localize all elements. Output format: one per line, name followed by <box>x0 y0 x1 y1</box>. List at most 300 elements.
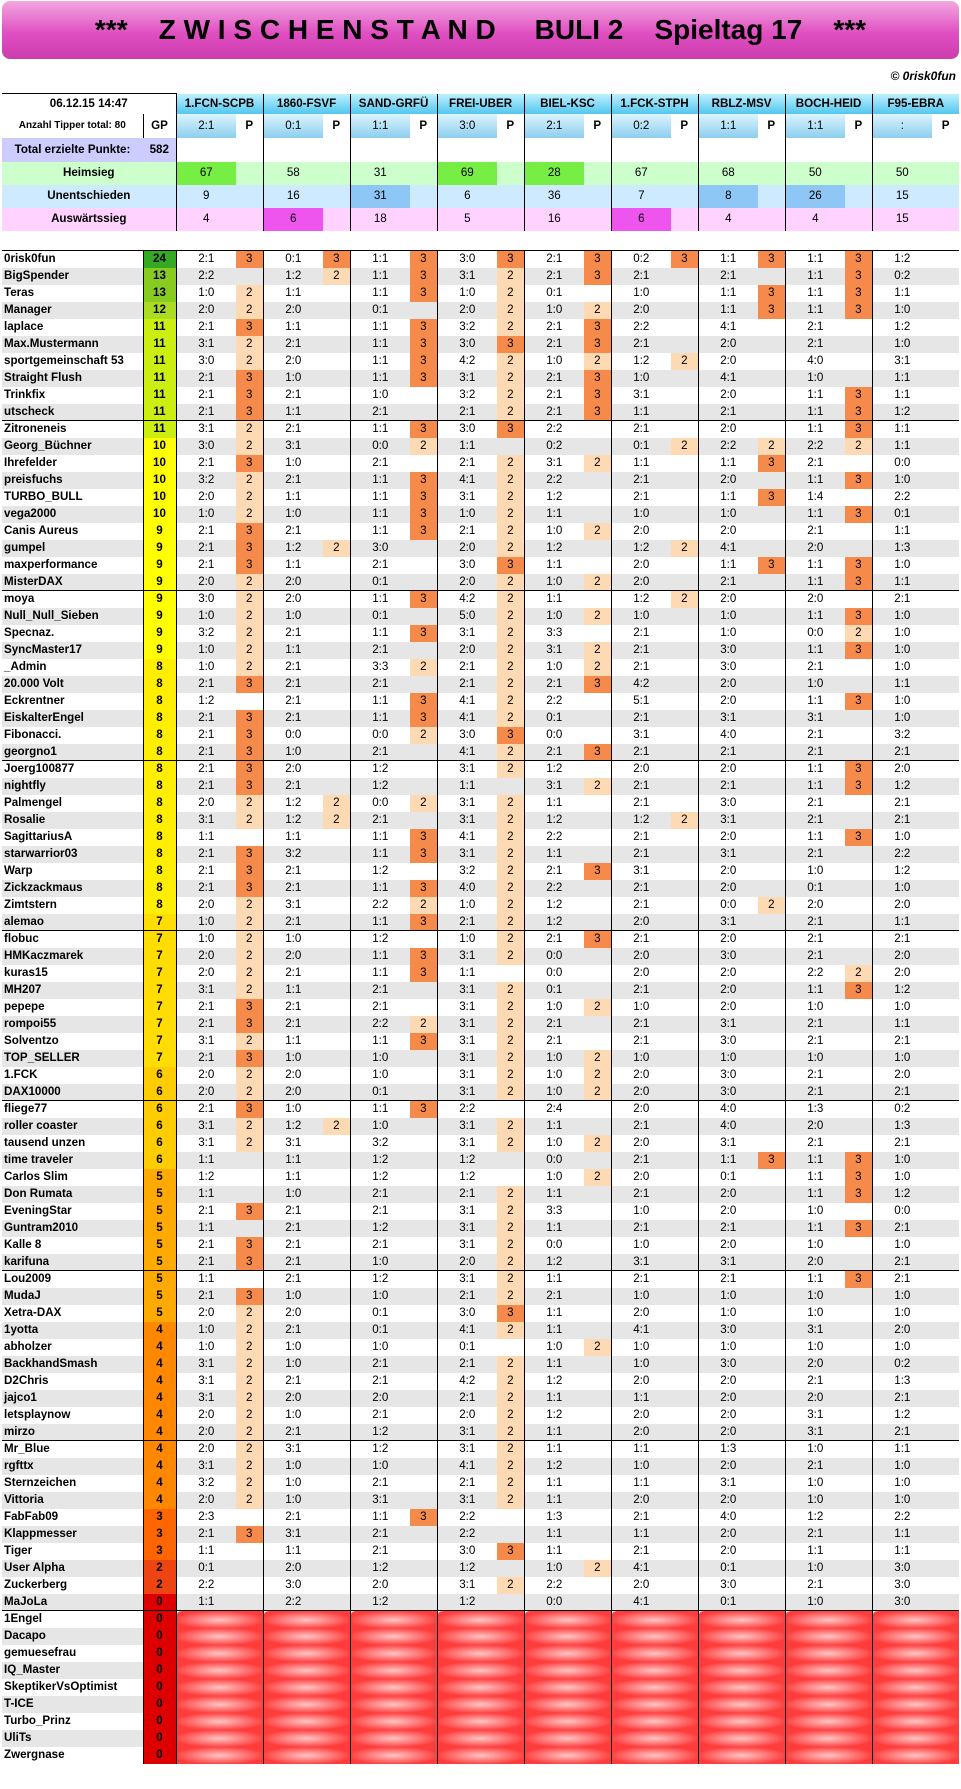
tip-points <box>932 693 959 710</box>
tip-points <box>758 965 785 982</box>
player-gp: 9 <box>143 591 176 608</box>
tip-points: 2 <box>497 1237 524 1254</box>
tip-cell: 2:1 <box>437 1288 497 1305</box>
tip-points: 3 <box>236 880 263 897</box>
player-gp: 10 <box>143 472 176 489</box>
player-name: Solventzo <box>4 1034 59 1047</box>
tip-cell: 2:1 <box>263 999 323 1016</box>
player-gp: 7 <box>143 1033 176 1050</box>
tip-points <box>410 1594 437 1611</box>
tip-points: 2 <box>497 897 524 914</box>
player-gp: 0 <box>143 1747 176 1764</box>
tip-points: 3 <box>410 268 437 285</box>
player-gp: 5 <box>143 1186 176 1203</box>
tip-points <box>497 1101 524 1118</box>
tip-cell: 2:1 <box>611 744 671 761</box>
tip-points <box>758 1084 785 1101</box>
tip-cell: 1:1 <box>350 336 410 353</box>
tip-cell: 1:2 <box>263 795 323 812</box>
tip-cell: 2:2 <box>263 1594 323 1611</box>
tip-points <box>323 421 350 438</box>
tip-points: 2 <box>497 982 524 999</box>
tip-points: 3 <box>584 336 611 353</box>
tip-cell: 1:0 <box>785 1339 845 1356</box>
tip-cell: 0:1 <box>611 438 671 455</box>
tip-cell: 2:1 <box>350 1526 410 1543</box>
player-name: TURBO_BULL <box>4 490 83 503</box>
player-name: Straight Flush <box>4 371 82 384</box>
tip-cell: 3:0 <box>437 557 497 574</box>
tip-cell: 2:1 <box>611 1543 671 1560</box>
tip-cell: 1:2 <box>524 812 584 829</box>
tip-points: 2 <box>497 540 524 557</box>
tip-cell: 2:1 <box>198 1017 215 1030</box>
tip-points <box>758 1475 785 1492</box>
tip-points <box>845 846 872 863</box>
tip-points <box>671 574 698 591</box>
tip-cell: 2:1 <box>198 864 215 877</box>
tip-points <box>932 914 959 931</box>
tip-cell: 2:0 <box>198 1424 215 1438</box>
tip-cell: 1:1 <box>350 268 410 285</box>
tip-cell: 3:1 <box>198 983 215 996</box>
tip-cell: 1:1 <box>872 676 932 693</box>
tip-points: 2 <box>410 897 437 914</box>
tip-points: 3 <box>236 540 263 557</box>
tip-cell: 2:1 <box>785 1458 845 1475</box>
tip-cell: 2:1 <box>263 914 323 931</box>
tip-cell: 3:1 <box>698 1016 758 1033</box>
tip-points <box>236 1509 263 1526</box>
player-gp: 8 <box>143 778 176 795</box>
tip-points <box>845 1407 872 1424</box>
tip-cell: 4:1 <box>698 370 758 387</box>
tip-cell: 3:1 <box>437 999 497 1016</box>
player-gp: 7 <box>143 999 176 1016</box>
tip-cell: 3:1 <box>437 1271 497 1288</box>
tip-cell: 2:1 <box>198 371 215 384</box>
tip-cell: 3:1 <box>437 1084 497 1101</box>
tip-cell: 1:1 <box>350 846 410 863</box>
tip-cell: 2:1 <box>198 320 215 333</box>
player-gp: 12 <box>143 302 176 319</box>
tip-points <box>671 1016 698 1033</box>
tip-points <box>758 1441 785 1458</box>
player-name: tausend unzen <box>4 1136 86 1149</box>
tip-cell: 2:1 <box>263 336 323 353</box>
tip-points <box>323 1186 350 1203</box>
tip-cell: 2:1 <box>437 523 497 540</box>
tip-cell: 1:0 <box>872 1339 932 1356</box>
tip-cell: 2:2 <box>437 1101 497 1118</box>
tip-cell: 1:2 <box>437 1152 497 1169</box>
tip-points <box>323 846 350 863</box>
tip-cell: 2:1 <box>611 1152 671 1169</box>
tip-cell: 1:2 <box>437 1594 497 1611</box>
no-tip-cell <box>263 1611 350 1628</box>
tip-cell: 2:1 <box>611 421 671 438</box>
tip-cell: 2:0 <box>611 965 671 982</box>
tip-cell: 1:1 <box>611 1526 671 1543</box>
stat-pad <box>323 185 350 208</box>
tip-cell: 2:0 <box>698 387 758 404</box>
tip-cell: 3:0 <box>698 642 758 659</box>
no-tip-cell <box>785 1628 872 1645</box>
tip-points <box>410 302 437 319</box>
tip-points: 3 <box>845 421 872 438</box>
tip-cell: 1:1 <box>350 1509 410 1526</box>
tip-cell: 2:1 <box>785 846 845 863</box>
tip-cell: 1:1 <box>785 642 845 659</box>
stat-value: 69 <box>437 162 497 185</box>
tip-points <box>932 353 959 370</box>
tip-points <box>323 1271 350 1288</box>
tip-points <box>323 625 350 642</box>
tip-cell: 1:0 <box>437 506 497 523</box>
tip-points: 2 <box>236 642 263 659</box>
tip-cell: 2:2 <box>350 1016 410 1033</box>
tip-cell: 2:1 <box>524 336 584 353</box>
tip-cell: 1:1 <box>350 965 410 982</box>
tip-points <box>410 744 437 761</box>
tip-cell: 2:1 <box>611 982 671 999</box>
tip-points <box>671 1288 698 1305</box>
tip-cell: 2:1 <box>872 931 932 948</box>
player-name: Zwergnase <box>4 1748 65 1761</box>
tip-points <box>584 1033 611 1050</box>
tip-points <box>323 1135 350 1152</box>
spacer-row <box>2 231 959 251</box>
tip-cell: 2:0 <box>437 540 497 557</box>
tip-points <box>323 999 350 1016</box>
tip-points: 3 <box>236 387 263 404</box>
tip-cell: 1:1 <box>785 982 845 999</box>
tip-cell: 3:1 <box>437 370 497 387</box>
tip-cell: 2:0 <box>611 557 671 574</box>
stat-pad <box>932 162 959 185</box>
tip-cell: 2:0 <box>198 1408 215 1421</box>
tip-cell: 2:2 <box>524 1577 584 1594</box>
tip-cell: 2:1 <box>350 404 410 421</box>
tip-cell: 2:1 <box>198 881 215 894</box>
tip-points: 2 <box>497 268 524 285</box>
tip-cell: 2:0 <box>698 761 758 778</box>
tip-points: 3 <box>410 965 437 982</box>
no-tip-cell <box>872 1747 959 1764</box>
tip-points <box>584 1152 611 1169</box>
tip-points: 3 <box>845 693 872 710</box>
match-result: 1:1 <box>698 114 758 138</box>
tip-points: 2 <box>497 1288 524 1305</box>
tip-points <box>932 268 959 285</box>
tip-points: 3 <box>584 319 611 336</box>
tip-cell: 1:1 <box>785 387 845 404</box>
tip-cell: 2:0 <box>263 302 323 319</box>
stat-value: 15 <box>872 208 932 231</box>
tip-points: 3 <box>410 914 437 931</box>
tip-cell: 3:0 <box>698 1033 758 1050</box>
tip-points <box>845 710 872 727</box>
player-name: Eckrentner <box>4 694 65 707</box>
tip-points <box>236 1186 263 1203</box>
tip-cell: 2:0 <box>872 1067 932 1084</box>
tip-points: 2 <box>584 1560 611 1577</box>
tip-points <box>410 1390 437 1407</box>
tip-points <box>932 1475 959 1492</box>
tip-cell: 3:0 <box>176 591 236 608</box>
tip-cell: 2:1 <box>198 847 215 860</box>
tip-points: 3 <box>845 268 872 285</box>
tip-points <box>845 1322 872 1339</box>
tip-cell: 3:1 <box>437 1118 497 1135</box>
tip-points <box>932 761 959 778</box>
player-name: Georg_Büchner <box>4 439 92 452</box>
tip-points <box>671 1492 698 1509</box>
tip-cell: 2:0 <box>198 898 215 911</box>
tip-points <box>323 285 350 302</box>
tip-points <box>932 795 959 812</box>
player-name: 1yotta <box>4 1323 39 1336</box>
tip-points <box>671 863 698 880</box>
tip-points <box>932 642 959 659</box>
tipper-count: Anzahl Tipper total: 80 <box>2 114 143 138</box>
match-result: 1:1 <box>785 114 845 138</box>
tip-cell: 2:1 <box>437 659 497 676</box>
tip-points: 3 <box>845 574 872 591</box>
tip-points: 2 <box>497 1084 524 1101</box>
tip-points: 3 <box>845 506 872 523</box>
tip-points <box>932 1288 959 1305</box>
tip-cell: 2:0 <box>698 1492 758 1509</box>
tip-cell: 2:0 <box>198 1084 215 1098</box>
tip-cell: 1:1 <box>350 625 410 642</box>
tip-cell: 3:0 <box>263 1577 323 1594</box>
tip-cell: 2:0 <box>698 931 758 948</box>
tip-points <box>932 1203 959 1220</box>
tip-cell: 1:2 <box>263 1118 323 1135</box>
tip-cell: 4:1 <box>437 710 497 727</box>
tip-cell: 2:2 <box>872 489 932 506</box>
tip-points: 3 <box>845 404 872 421</box>
tip-cell: 1:0 <box>198 507 215 520</box>
tip-cell: 1:0 <box>524 1050 584 1067</box>
tip-cell: 2:1 <box>263 387 323 404</box>
tip-points: 2 <box>410 727 437 744</box>
tip-points <box>932 1101 959 1118</box>
tip-cell: 2:0 <box>437 302 497 319</box>
tip-cell: 2:1 <box>263 965 323 982</box>
tip-cell: 1:1 <box>524 1220 584 1237</box>
tip-cell: 1:2 <box>872 251 932 268</box>
match-header: FREI-UBER <box>437 94 524 114</box>
tip-cell: 3:0 <box>437 1305 497 1322</box>
player-name: SyncMaster17 <box>4 643 82 656</box>
tip-cell: 1:2 <box>524 897 584 914</box>
stat-pad <box>758 208 785 231</box>
tip-points <box>758 914 785 931</box>
tip-points <box>410 999 437 1016</box>
tip-cell: 1:0 <box>872 1305 932 1322</box>
tip-cell: 1:0 <box>785 1288 845 1305</box>
stat-pad <box>236 208 263 231</box>
tip-points <box>845 1424 872 1441</box>
tip-points <box>845 880 872 897</box>
tip-cell: 3:1 <box>437 625 497 642</box>
player-name: alemao <box>4 914 44 928</box>
tip-points: 3 <box>584 370 611 387</box>
match-header: RBLZ-MSV <box>698 94 785 114</box>
tip-cell: 1:2 <box>350 761 410 778</box>
tip-points <box>845 1356 872 1373</box>
player-name: 1.FCK <box>4 1068 38 1081</box>
tip-points <box>932 829 959 846</box>
stat-value: 67 <box>611 162 671 185</box>
tip-cell: 2:1 <box>872 795 932 812</box>
tip-points <box>410 1560 437 1577</box>
tip-cell: 1:1 <box>263 642 323 659</box>
tip-points <box>671 931 698 948</box>
tip-cell: 1:0 <box>872 1169 932 1186</box>
tip-cell: 1:1 <box>524 1390 584 1407</box>
tip-cell: 2:0 <box>785 1118 845 1135</box>
tip-cell: 1:0 <box>611 370 671 387</box>
stat-value: 6 <box>611 208 671 231</box>
tip-points: 3 <box>236 251 263 268</box>
tip-cell: 1:1 <box>872 438 932 455</box>
no-tip-cell <box>263 1730 350 1747</box>
player-gp: 11 <box>143 404 176 421</box>
tip-cell: 2:1 <box>611 795 671 812</box>
tip-cell: 3:2 <box>198 1476 215 1489</box>
tip-points <box>932 931 959 948</box>
tip-points: 2 <box>584 353 611 370</box>
tip-points <box>845 744 872 761</box>
player-name: Mr_Blue <box>2 1441 143 1458</box>
tip-cell: 3:1 <box>437 489 497 506</box>
tip-points <box>323 302 350 319</box>
tip-points <box>932 421 959 438</box>
tip-points <box>584 285 611 302</box>
tip-points <box>410 404 437 421</box>
no-tip-cell <box>263 1662 350 1679</box>
tip-points <box>932 1356 959 1373</box>
tip-cell: 3:1 <box>611 387 671 404</box>
tip-cell: 1:0 <box>785 1475 845 1492</box>
tip-points: 3 <box>845 387 872 404</box>
tip-cell: 1:0 <box>198 643 215 656</box>
tip-cell: 1:0 <box>785 370 845 387</box>
tip-points: 2 <box>584 302 611 319</box>
tip-points: 3 <box>758 489 785 506</box>
tip-cell: 2:1 <box>785 1033 845 1050</box>
tip-cell: 2:0 <box>872 897 932 914</box>
tip-points: 3 <box>584 863 611 880</box>
tip-points <box>584 897 611 914</box>
tip-cell: 1:0 <box>263 1407 323 1424</box>
tip-cell: 1:1 <box>524 1543 584 1560</box>
tip-cell: 0:1 <box>872 506 932 523</box>
tip-cell: 1:1 <box>350 523 410 540</box>
tip-points <box>758 1254 785 1271</box>
tip-points: 2 <box>497 387 524 404</box>
tip-points: 2 <box>497 1186 524 1203</box>
player-gp: 9 <box>143 557 176 574</box>
player-name: moya <box>2 591 143 608</box>
tip-points: 3 <box>758 302 785 319</box>
tip-points <box>584 761 611 778</box>
player-gp: 4 <box>143 1390 176 1407</box>
tip-points: 3 <box>236 761 263 778</box>
tip-cell: 1:0 <box>263 1186 323 1203</box>
tip-points <box>845 370 872 387</box>
tip-cell: 1:0 <box>611 1356 671 1373</box>
tip-cell: 2:1 <box>872 1084 932 1101</box>
tip-points <box>758 1288 785 1305</box>
tip-points <box>758 931 785 948</box>
tip-cell: 3:1 <box>611 727 671 744</box>
tip-cell: 3:1 <box>198 813 215 826</box>
tip-points <box>410 982 437 999</box>
no-tip-cell <box>263 1645 350 1662</box>
tip-points <box>584 1492 611 1509</box>
tip-cell: 2:1 <box>350 812 410 829</box>
player-gp: 4 <box>143 1356 176 1373</box>
tip-points <box>323 897 350 914</box>
player-gp: 13 <box>143 268 176 285</box>
tip-points: 3 <box>236 778 263 795</box>
tip-points <box>323 1594 350 1611</box>
tip-points: 2 <box>236 625 263 642</box>
tip-cell: 2:1 <box>198 1527 215 1540</box>
tip-cell: 1:1 <box>350 693 410 710</box>
tip-cell: 2:2 <box>524 829 584 846</box>
no-tip-cell <box>524 1628 611 1645</box>
tip-points <box>323 1033 350 1050</box>
tip-points <box>497 965 524 982</box>
tip-cell: 1:1 <box>872 1441 932 1458</box>
tip-cell: 2:1 <box>785 812 845 829</box>
tip-points <box>671 1101 698 1118</box>
tip-cell: 2:0 <box>263 1305 323 1322</box>
tip-points <box>932 489 959 506</box>
player-gp: 0 <box>143 1628 176 1645</box>
no-tip-cell <box>350 1730 437 1747</box>
tip-points <box>932 472 959 489</box>
tip-cell: 2:0 <box>611 302 671 319</box>
tip-points <box>236 268 263 285</box>
tip-cell: 1:0 <box>785 1492 845 1509</box>
tip-points <box>497 1560 524 1577</box>
tip-cell: 2:1 <box>524 744 584 761</box>
tip-points: 2 <box>584 574 611 591</box>
tip-points: 2 <box>497 931 524 948</box>
tip-points <box>845 659 872 676</box>
tip-points <box>671 1135 698 1152</box>
tip-cell: 2:1 <box>198 404 215 418</box>
tip-cell: 1:0 <box>263 506 323 523</box>
tip-cell: 1:2 <box>785 1509 845 1526</box>
tip-points <box>584 1458 611 1475</box>
tip-points <box>845 999 872 1016</box>
tip-cell: 2:1 <box>611 1220 671 1237</box>
no-tip-cell <box>176 1696 263 1713</box>
no-tip-cell <box>611 1730 698 1747</box>
tip-cell: 2:0 <box>698 1373 758 1390</box>
tip-points <box>671 1509 698 1526</box>
tip-points <box>845 1509 872 1526</box>
tip-points <box>584 1203 611 1220</box>
tip-cell: 1:3 <box>872 1118 932 1135</box>
